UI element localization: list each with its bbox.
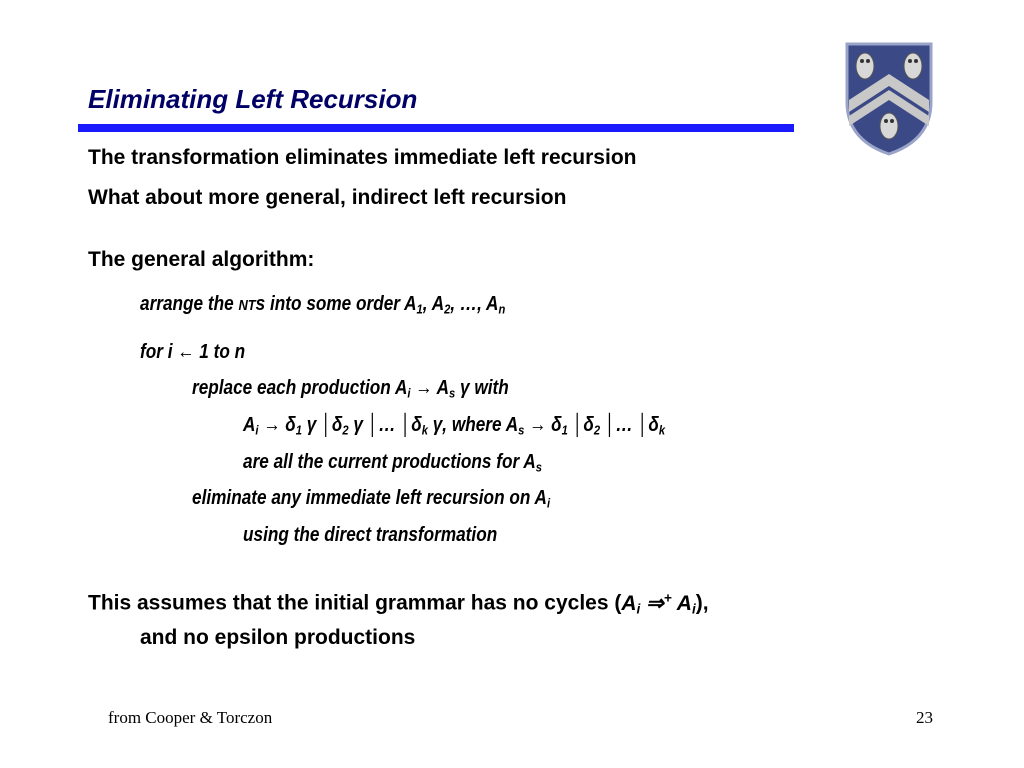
title-underline [78,124,794,132]
rice-shield-icon [843,40,935,158]
algo-expansion-line: $A_i \to \delta_1$ γ $│\delta_2$ γ │… $│\delta_k$ γ, where $A_s \to \delta_1$ $│\delta_2$ │… $│\delta_k$ [243,414,666,438]
algo-current-productions-line: are all the current productions for $A_s$ [243,451,542,475]
page-number: 23 [916,708,933,727]
body-line-immediate: The transformation eliminates immediate left recursion [88,146,637,169]
algo-using-line: using the direct transformation [243,524,498,546]
slide-title: Eliminating Left Recursion [88,84,418,114]
footer-source: from Cooper & Torczon [108,708,273,727]
assumption-line-epsilon: and no epsilon productions [140,626,416,649]
body-line-indirect: What about more general, indirect left recursion [88,186,567,209]
algo-replace-line: replace each production $A_i \to A_s$ γ with [192,377,509,401]
algo-for-line: for i ← 1 to n [140,341,246,363]
algo-arrange-line: arrange the NTs into some order $A_1$, $A_2$, …, $A_n$ [140,293,506,317]
algo-eliminate-line: eliminate any immediate left recursion on $A_i$ [192,487,551,511]
body-line-algorithm-heading: The general algorithm: [88,248,315,271]
assumption-line: This assumes that the initial grammar has no cycles ($A_i$ ⇒+ $A_i$), [88,590,709,616]
